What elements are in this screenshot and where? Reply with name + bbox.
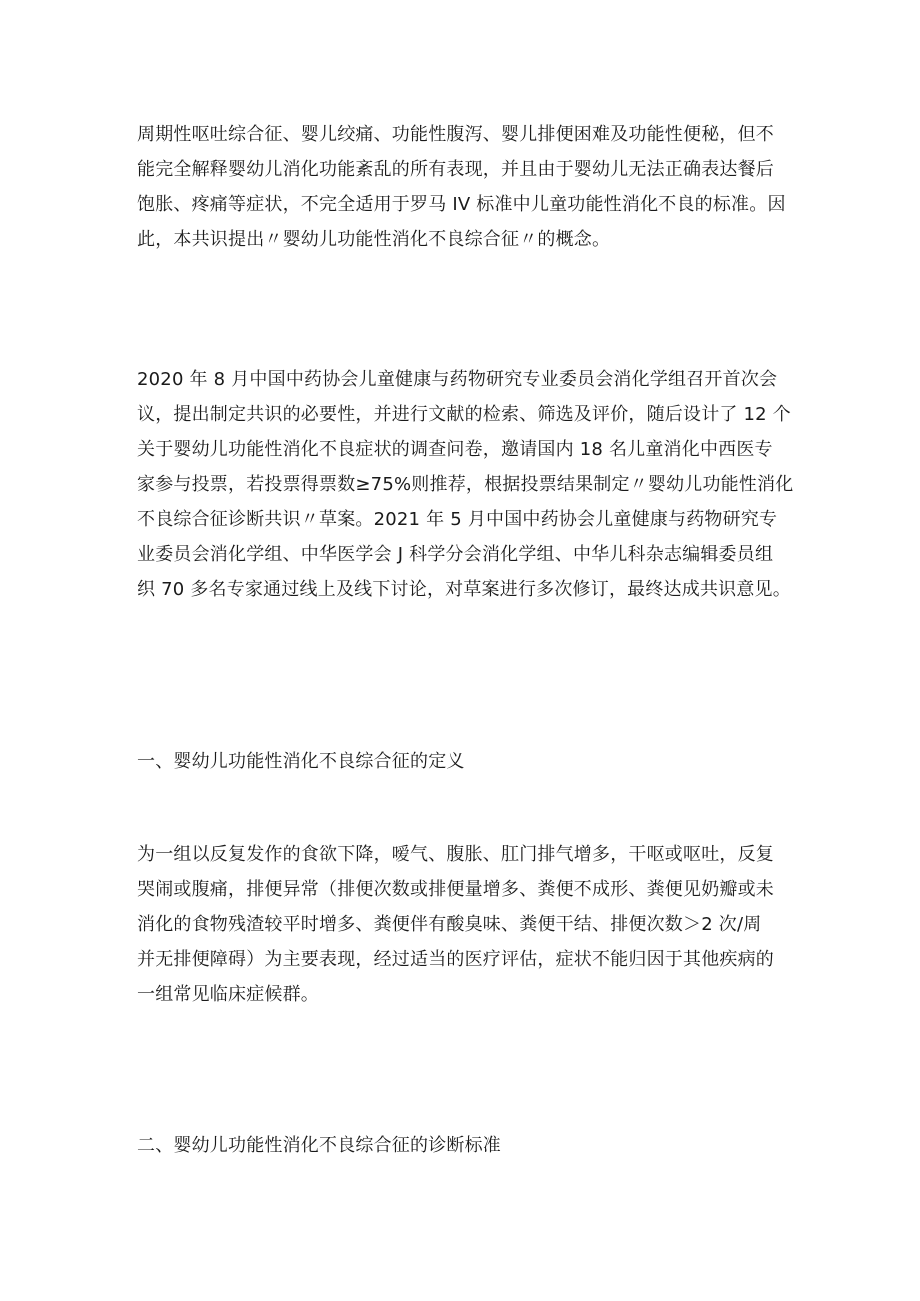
text-line: 2020 年 8 月中国中药协会儿童健康与药物研究专业委员会消化学组召开首次会 <box>137 369 778 390</box>
text-line: 业委员会消化学组、中华医学会 J 科学分会消化学组、中华儿科杂志编辑委员组 <box>137 544 774 565</box>
text-line: 并无排便障碍）为主要表现，经过适当的医疗评估，症状不能归因于其他疾病的 <box>137 949 774 970</box>
text-line: 为一组以反复发作的食欲下降，嗳气、腹胀、肛门排气增多，干呕或呕吐，反复 <box>137 844 774 865</box>
section-heading-definition <box>137 744 797 779</box>
paragraph-intro <box>137 117 797 257</box>
paragraph-definition <box>137 837 797 1012</box>
text-line: 不良综合征诊断共识〃草案。2021 年 5 月中国中药协会儿童健康与药物研究专 <box>137 509 778 530</box>
text-line: 周期性呕吐综合征、婴儿绞痛、功能性腹泻、婴儿排便困难及功能性便秘，但不 <box>137 124 774 145</box>
text-line: 此，本共识提出〃婴幼儿功能性消化不良综合征〃的概念。 <box>137 229 611 250</box>
text-line: 关于婴幼儿功能性消化不良症状的调查问卷，邀请国内 18 名儿童消化中西医专 <box>137 439 773 460</box>
text-line: 一组常见临床症候群。 <box>137 984 319 1005</box>
paragraph-history <box>137 362 797 607</box>
text-line: 哭闹或腹痛，排便异常（排便次数或排便量增多、粪便不成形、粪便见奶瓣或未 <box>137 879 774 900</box>
text-line: 饱胀、疼痛等症状，不完全适用于罗马 IV 标准中儿童功能性消化不良的标准。因 <box>137 194 786 215</box>
heading-text: 二、婴幼儿功能性消化不良综合征的诊断标准 <box>137 1135 501 1156</box>
text-line: 织 70 多名专家通过线上及线下讨论，对草案进行多次修订，最终达成共识意见。 <box>137 579 791 600</box>
heading-text: 一、婴幼儿功能性消化不良综合征的定义 <box>137 751 465 772</box>
text-line: 消化的食物残渣较平时增多、粪便伴有酸臭味、粪便干结、排便次数＞2 次/周 <box>137 914 762 935</box>
section-heading-diagnosis <box>137 1128 797 1163</box>
text-line: 能完全解释婴幼儿消化功能紊乱的所有表现，并且由于婴幼儿无法正确表达餐后 <box>137 159 774 180</box>
text-line: 家参与投票，若投票得票数≥75%则推荐，根据投票结果制定〃婴幼儿功能性消化 <box>137 474 794 495</box>
text-line: 议，提出制定共识的必要性，并进行文献的检索、筛选及评价，随后设计了 12 个 <box>137 404 791 425</box>
